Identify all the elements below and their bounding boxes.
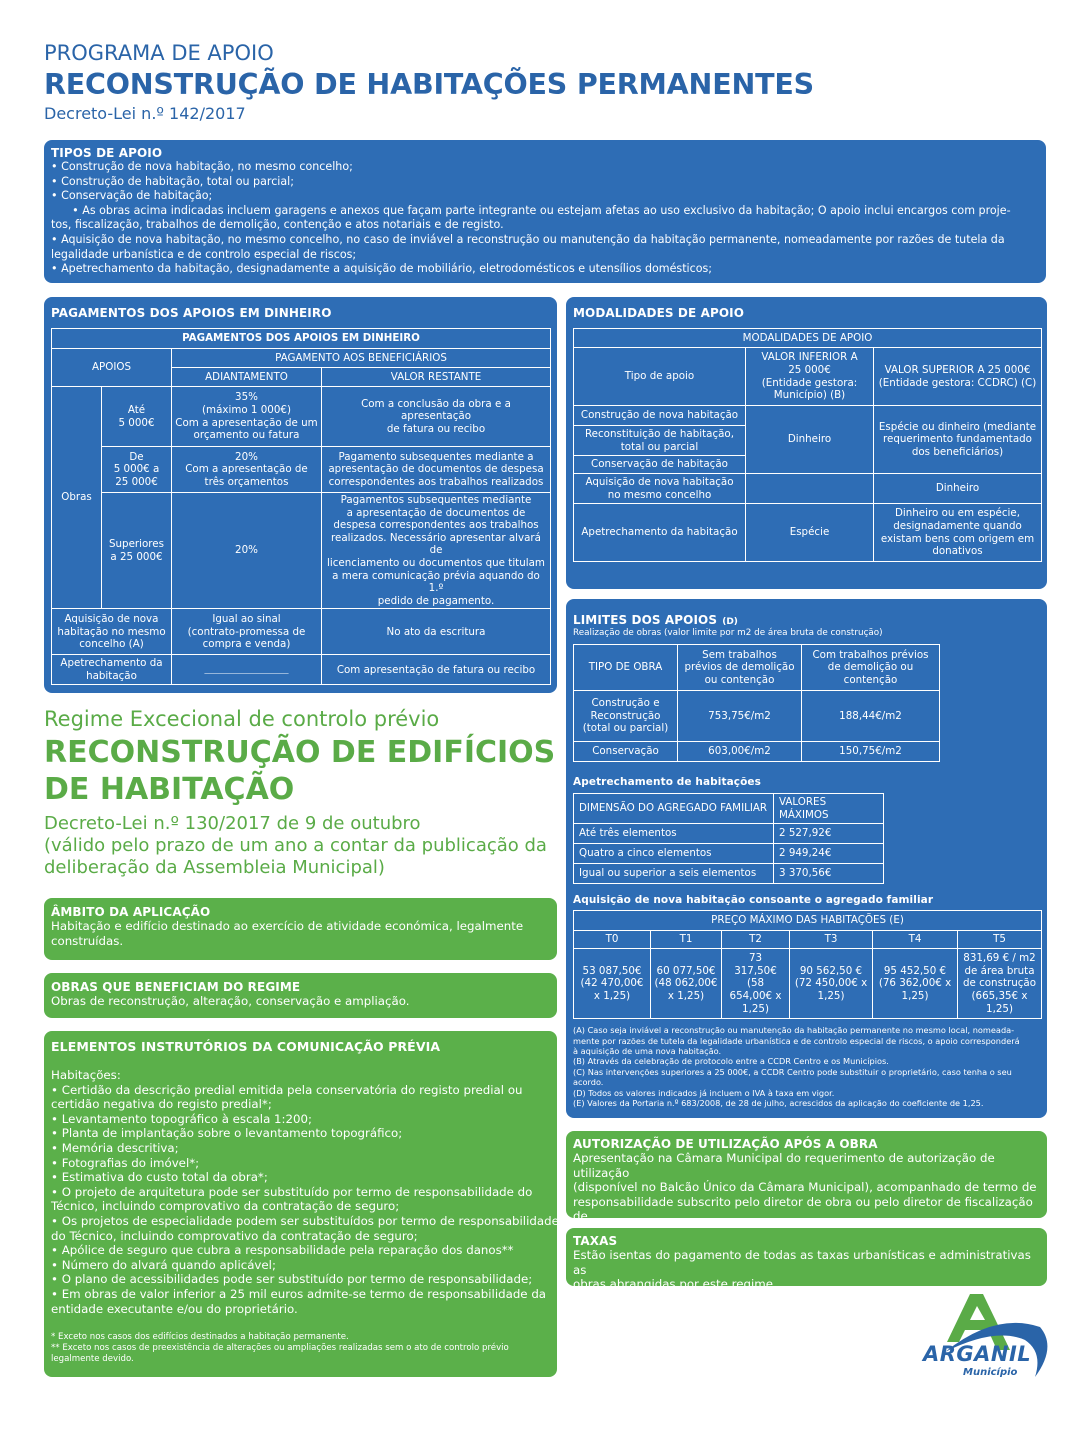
limites-note: (E) Valores da Portaria n.º 683/2008, de 28 de julho, acrescidos da aplicação do coeficiente de 1,25. bbox=[573, 1098, 984, 1109]
limites-note: (C) Nas intervenções superiores a 25 000€, a CCDR Centro pode substituir o proprietário, caso tenha o seu bbox=[573, 1066, 1012, 1077]
pag-r1-rest: Com a conclusão da obra e a apresentação de fatura ou recibo bbox=[322, 387, 551, 447]
lim-row-com: 188,44€/m2 bbox=[802, 691, 940, 742]
limites-subtitle: Realização de obras (valor limite por m2 de área bruta de construção) bbox=[573, 628, 883, 638]
typology-cell: T5 bbox=[958, 931, 1042, 949]
lim-col-tipo: TIPO DE OBRA bbox=[574, 645, 678, 691]
tipos-line: legalidade urbanística e de controlo especial de riscos; bbox=[51, 247, 357, 261]
modalidades-panel bbox=[566, 297, 1047, 589]
pag-col-apoios: APOIOS bbox=[52, 349, 172, 387]
pag-r3-rest: Pagamentos subsequentes mediante a apresentação de documentos de despesa correspondentes aos trabalhos realizados. Necessário apresentar alvará de licenciamento ou documentos que titulam a mera comunicação prévia aquando do 1.º pedido de pagamento. bbox=[322, 493, 551, 609]
tipos-line: • Aquisição de nova habitação, no mesmo concelho, no caso de inviável a reconstrução ou manutenção da habitação permanente, nomeadamente por razões de tutela da bbox=[51, 232, 1005, 246]
pag-r3-adiant: 20% bbox=[172, 493, 322, 609]
pag-r1-range: Até 5 000€ bbox=[102, 387, 172, 447]
elementos-footnote: * Exceto nos casos dos edifícios destinados a habitação permanente. bbox=[51, 1332, 349, 1343]
regime-decree-2: (válido pelo prazo de um ano a contar da publicação da bbox=[44, 835, 547, 856]
typology-cell: T3 bbox=[790, 931, 873, 949]
lim-row-tipo: Conservação bbox=[574, 742, 678, 762]
pag-col-restante: VALOR RESTANTE bbox=[322, 368, 551, 387]
limites-panel bbox=[566, 599, 1047, 1118]
pagamentos-table bbox=[51, 328, 551, 685]
regime-kicker: Regime Excecional de controlo prévio bbox=[44, 707, 440, 731]
precos-table bbox=[573, 910, 1042, 1019]
header-kicker: PROGRAMA DE APOIO bbox=[44, 41, 274, 65]
tipos-line: • Construção de nova habitação, no mesmo concelho; bbox=[51, 160, 353, 173]
elementos-title: ELEMENTOS INSTRUTÓRIOS DA COMUNICAÇÃO PRÉVIA bbox=[51, 1039, 441, 1054]
price-cell: 53 087,50€ (42 470,00€ x 1,25) bbox=[574, 949, 651, 1019]
pag-r3-range: Superiores a 25 000€ bbox=[102, 493, 172, 609]
ambito-title: ÂMBITO DA APLICAÇÃO bbox=[51, 905, 211, 919]
autorizacao-panel bbox=[566, 1131, 1047, 1224]
mod-col-inf: VALOR INFERIOR A 25 000€ (Entidade gestora: Município) (B) bbox=[746, 348, 874, 406]
elementos-line: do Técnico, incluindo comprovativo da contratação de seguro; bbox=[51, 1228, 418, 1243]
header-decree: Decreto-Lei n.º 142/2017 bbox=[44, 104, 246, 123]
apetrech-dim: Quatro a cinco elementos bbox=[574, 844, 774, 864]
arganil-logo bbox=[915, 1292, 1055, 1392]
tipos-line: • Construção de habitação, total ou parcial; bbox=[51, 174, 294, 188]
mod-col-sup: VALOR SUPERIOR A 25 000€ (Entidade gestora: CCDRC) (C) bbox=[874, 348, 1042, 406]
pag-r2-range: De 5 000€ a 25 000€ bbox=[102, 447, 172, 493]
pag-r4-adiant: Igual ao sinal (contrato-promessa de compra e venda) bbox=[172, 609, 322, 655]
mod-row4-inf-empty bbox=[746, 474, 874, 504]
apetrech-val: 2 949,24€ bbox=[774, 844, 884, 864]
autorizacao-title: AUTORIZAÇÃO DE UTILIZAÇÃO APÓS A OBRA bbox=[573, 1137, 878, 1151]
mod-col-tipo: Tipo de apoio bbox=[574, 348, 746, 406]
mod-ap-sup: Dinheiro ou em espécie, designadamente quando existam bens com origem em donativos bbox=[874, 504, 1042, 562]
pag-r2-adiant: 20% Com a apresentação de três orçamentos bbox=[172, 447, 322, 493]
tipos-line: tos, fiscalização, trabalhos de demolição, contenção e atos notariais e de registo. bbox=[51, 218, 504, 232]
page-title: RECONSTRUÇÃO DE HABITAÇÕES PERMANENTES bbox=[44, 68, 814, 101]
pag-col-pagamento: PAGAMENTO AOS BENEFICIÁRIOS bbox=[172, 349, 551, 368]
elementos-footnote: ** Exceto nos casos de preexistência de alterações ou ampliações realizadas sem o ato de controlo prévio bbox=[51, 1342, 509, 1353]
lim-row-sem: 753,75€/m2 bbox=[678, 691, 802, 742]
price-cell: 60 077,50€ (48 062,00€ x 1,25) bbox=[651, 949, 722, 1019]
pag-obras-label: Obras bbox=[52, 387, 102, 609]
apetrech-val: 2 527,92€ bbox=[774, 824, 884, 844]
elementos-line: • O projeto de arquitetura pode ser substituído por termo de responsabilidade do bbox=[51, 1184, 533, 1199]
pag-table-title: PAGAMENTOS DOS APOIOS EM DINHEIRO bbox=[52, 329, 551, 349]
lim-row-tipo: Construção e Reconstrução (total ou parcial) bbox=[574, 691, 678, 742]
pag-r4-rest: No ato da escritura bbox=[322, 609, 551, 655]
mod-especie-sup: Espécie ou dinheiro (mediante requerimento fundamentado dos beneficiários) bbox=[874, 406, 1042, 474]
apetrech-title: Apetrechamento de habitações bbox=[573, 776, 761, 788]
pag-r5-rest: Com apresentação de fatura ou recibo bbox=[322, 655, 551, 685]
mod-aq-sup: Dinheiro bbox=[874, 474, 1042, 504]
pag-r5-label: Apetrechamento da habitação bbox=[52, 655, 172, 685]
typology-cell: T0 bbox=[574, 931, 651, 949]
elementos-line: • Apólice de seguro que cubra a responsabilidade pela reparação dos danos** bbox=[51, 1243, 514, 1258]
elementos-line: • Os projetos de especialidade podem ser substituídos por termo de responsabilidade bbox=[51, 1213, 559, 1228]
limites-note: à aquisição de uma nova habitação. bbox=[573, 1046, 722, 1056]
autorizacao-text: Apresentação na Câmara Municipal do requerimento de autorização de utilização (disponível no Balcão Único da Câmara Municipal), acompanhado de termo de responsabilidade subscrito pelo diretor de obra ou pelo diretor de fiscalização de bbox=[573, 1151, 1037, 1224]
elementos-line: • Memória descritiva; bbox=[51, 1140, 179, 1155]
elementos-line: • O plano de acessibilidades pode ser substituído por termo de responsabilidade; bbox=[51, 1272, 533, 1287]
apetrech-col2: VALORES MÁXIMOS bbox=[774, 794, 884, 824]
mod-row2: Reconstituição de habitação, total ou parcial bbox=[574, 426, 746, 456]
lim-row-sem: 603,00€/m2 bbox=[678, 742, 802, 762]
lim-col-com: Com trabalhos prévios de demolição ou contenção bbox=[802, 645, 940, 691]
obras-regime-title: OBRAS QUE BENEFICIAM DO REGIME bbox=[51, 980, 301, 994]
price-cell: 73 317,50€ (58 654,00€ x 1,25) bbox=[722, 949, 790, 1019]
mod-dinheiro-inf: Dinheiro bbox=[746, 406, 874, 474]
tipos-line: • Apetrechamento da habitação, designadamente a aquisição de mobiliário, eletrodomésticos e utensílios domésticos; bbox=[51, 262, 713, 276]
obras-regime-panel bbox=[44, 973, 557, 1018]
logo-name: ARGANIL bbox=[923, 1342, 1032, 1366]
apetrech-table bbox=[573, 793, 884, 884]
pag-col-adiantamento: ADIANTAMENTO bbox=[172, 368, 322, 387]
lim-col-sem: Sem trabalhos prévios de demolição ou contenção bbox=[678, 645, 802, 691]
aquisicao-title: Aquisição de nova habitação consoante o agregado familiar bbox=[573, 894, 934, 907]
limites-title-note: (D) bbox=[722, 617, 738, 627]
mod-row3: Conservação de habitação bbox=[574, 456, 746, 474]
typology-cell: T1 bbox=[651, 931, 722, 949]
typology-cell: T4 bbox=[873, 931, 958, 949]
tipos-title: TIPOS DE APOIO bbox=[51, 146, 163, 160]
limites-note: (B) Através da celebração de protocolo entre a CCDR Centro e os Municípios. bbox=[573, 1056, 889, 1067]
elementos-footnote: legalmente devido. bbox=[51, 1353, 134, 1364]
elementos-line: • Número do alvará quando aplicável; bbox=[51, 1257, 276, 1272]
mod-row1: Construção de nova habitação bbox=[574, 406, 746, 426]
elementos-line: • Em obras de valor inferior a 25 mil euros admite-se termo de responsabilidade da bbox=[51, 1286, 547, 1301]
price-cell: 90 562,50 € (72 450,00€ x 1,25) bbox=[790, 949, 873, 1019]
elementos-line: certidão negativa do registo predial*; bbox=[51, 1097, 272, 1112]
limites-title: LIMITES DOS APOIOS bbox=[573, 613, 718, 627]
taxas-title: TAXAS bbox=[573, 1234, 618, 1248]
mod-row4: Aquisição de nova habitação no mesmo concelho bbox=[574, 474, 746, 504]
price-cell: 831,69 € / m2 de área bruta de construção (665,35€ x 1,25) bbox=[958, 949, 1042, 1019]
tipos-line: • Conservação de habitação; bbox=[51, 189, 213, 203]
logo-sub: Município bbox=[963, 1367, 1018, 1378]
modalidades-title: MODALIDADES DE APOIO bbox=[573, 306, 745, 320]
pag-r2-rest: Pagamento subsequentes mediante a apresentação de documentos de despesa correspondentes aos trabalhos realizados bbox=[322, 447, 551, 493]
limites-heading bbox=[573, 609, 1040, 628]
regime-decree-1: Decreto-Lei n.º 130/2017 de 9 de outubro bbox=[44, 813, 421, 834]
apetrech-dim: Igual ou superior a seis elementos bbox=[574, 864, 774, 884]
obras-regime-text: Obras de reconstrução, alteração, conservação e ampliação. bbox=[51, 994, 410, 1008]
limites-table bbox=[573, 644, 940, 762]
price-cell: 95 452,50 € (76 362,00€ x 1,25) bbox=[873, 949, 958, 1019]
limites-note: (D) Todos os valores indicados já incluem o IVA à taxa em vigor. bbox=[573, 1087, 835, 1098]
elementos-line: • Levantamento topográfico à escala 1:200; bbox=[51, 1111, 313, 1126]
pag-r5-adiant: ________________________ bbox=[172, 655, 322, 685]
elementos-line: Técnico, incluindo comprovativo da contratação de seguro; bbox=[51, 1199, 400, 1214]
apetrech-col1: DIMENSÃO DO AGREGADO FAMILIAR bbox=[574, 794, 774, 824]
mod-ap-inf: Espécie bbox=[746, 504, 874, 562]
regime-title-2: DE HABITAÇÃO bbox=[44, 772, 295, 807]
pag-r1-adiant: 35% (máximo 1 000€) Com a apresentação de um orçamento ou fatura bbox=[172, 387, 322, 447]
tipos-panel bbox=[44, 140, 1046, 283]
elementos-panel bbox=[44, 1031, 557, 1377]
taxas-text: Estão isentas do pagamento de todas as taxas urbanísticas e administrativas as obras abrangidas por este regime. bbox=[573, 1248, 1031, 1292]
pagamentos-title: PAGAMENTOS DOS APOIOS EM DINHEIRO bbox=[51, 306, 332, 320]
elementos-list bbox=[51, 1082, 559, 1317]
tipos-list bbox=[51, 160, 1039, 277]
elementos-line: entidade executante e/ou do proprietário. bbox=[51, 1301, 298, 1316]
elementos-footnotes bbox=[51, 1332, 550, 1364]
regime-decree-3: deliberação da Assembleia Municipal) bbox=[44, 857, 385, 878]
mod-table-title: MODALIDADES DE APOIO bbox=[574, 329, 1042, 348]
mod-row5: Apetrechamento da habitação bbox=[574, 504, 746, 562]
modalidades-table bbox=[573, 328, 1042, 562]
pagamentos-panel bbox=[44, 297, 557, 693]
limites-note: mente por razões de tutela da legalidade urbanística e de controlo especial de riscos, o apoio corresponderá bbox=[573, 1035, 1020, 1046]
tipos-line: • As obras acima indicadas incluem garagens e anexos que façam parte integrante ou estejam afetas ao uso exclusivo da habitação; O apoio inclui encargos com proje- bbox=[51, 203, 1011, 217]
preco-title: PREÇO MÁXIMO DAS HABITAÇÕES (E) bbox=[574, 911, 1042, 931]
typology-cell: T2 bbox=[722, 931, 790, 949]
pag-r4-label: Aquisição de nova habitação no mesmo concelho (A) bbox=[52, 609, 172, 655]
regime-title-1: RECONSTRUÇÃO DE EDIFÍCIOS bbox=[44, 735, 556, 770]
taxas-panel bbox=[566, 1228, 1047, 1292]
elementos-line: • Certidão da descrição predial emitida pela conservatória do registo predial ou bbox=[51, 1082, 523, 1097]
limites-note: acordo. bbox=[573, 1077, 604, 1088]
ambito-text: Habitação e edifício destinado ao exercício de atividade económica, legalmente construídas. bbox=[51, 919, 524, 948]
limites-notes bbox=[573, 1025, 1040, 1108]
elementos-line: • Planta de implantação sobre o levantamento topográfico; bbox=[51, 1126, 403, 1141]
elementos-subheading: Habitações: bbox=[51, 1068, 121, 1082]
elementos-line: • Estimativa do custo total da obra*; bbox=[51, 1170, 268, 1185]
lim-row-com: 150,75€/m2 bbox=[802, 742, 940, 762]
apetrech-val: 3 370,56€ bbox=[774, 864, 884, 884]
apetrech-dim: Até três elementos bbox=[574, 824, 774, 844]
elementos-line: • Fotografias do imóvel*; bbox=[51, 1155, 200, 1170]
ambito-panel bbox=[44, 898, 557, 960]
limites-note: (A) Caso seja inviável a reconstrução ou manutenção da habitação permanente no mesmo local, nomeada- bbox=[573, 1025, 1015, 1036]
